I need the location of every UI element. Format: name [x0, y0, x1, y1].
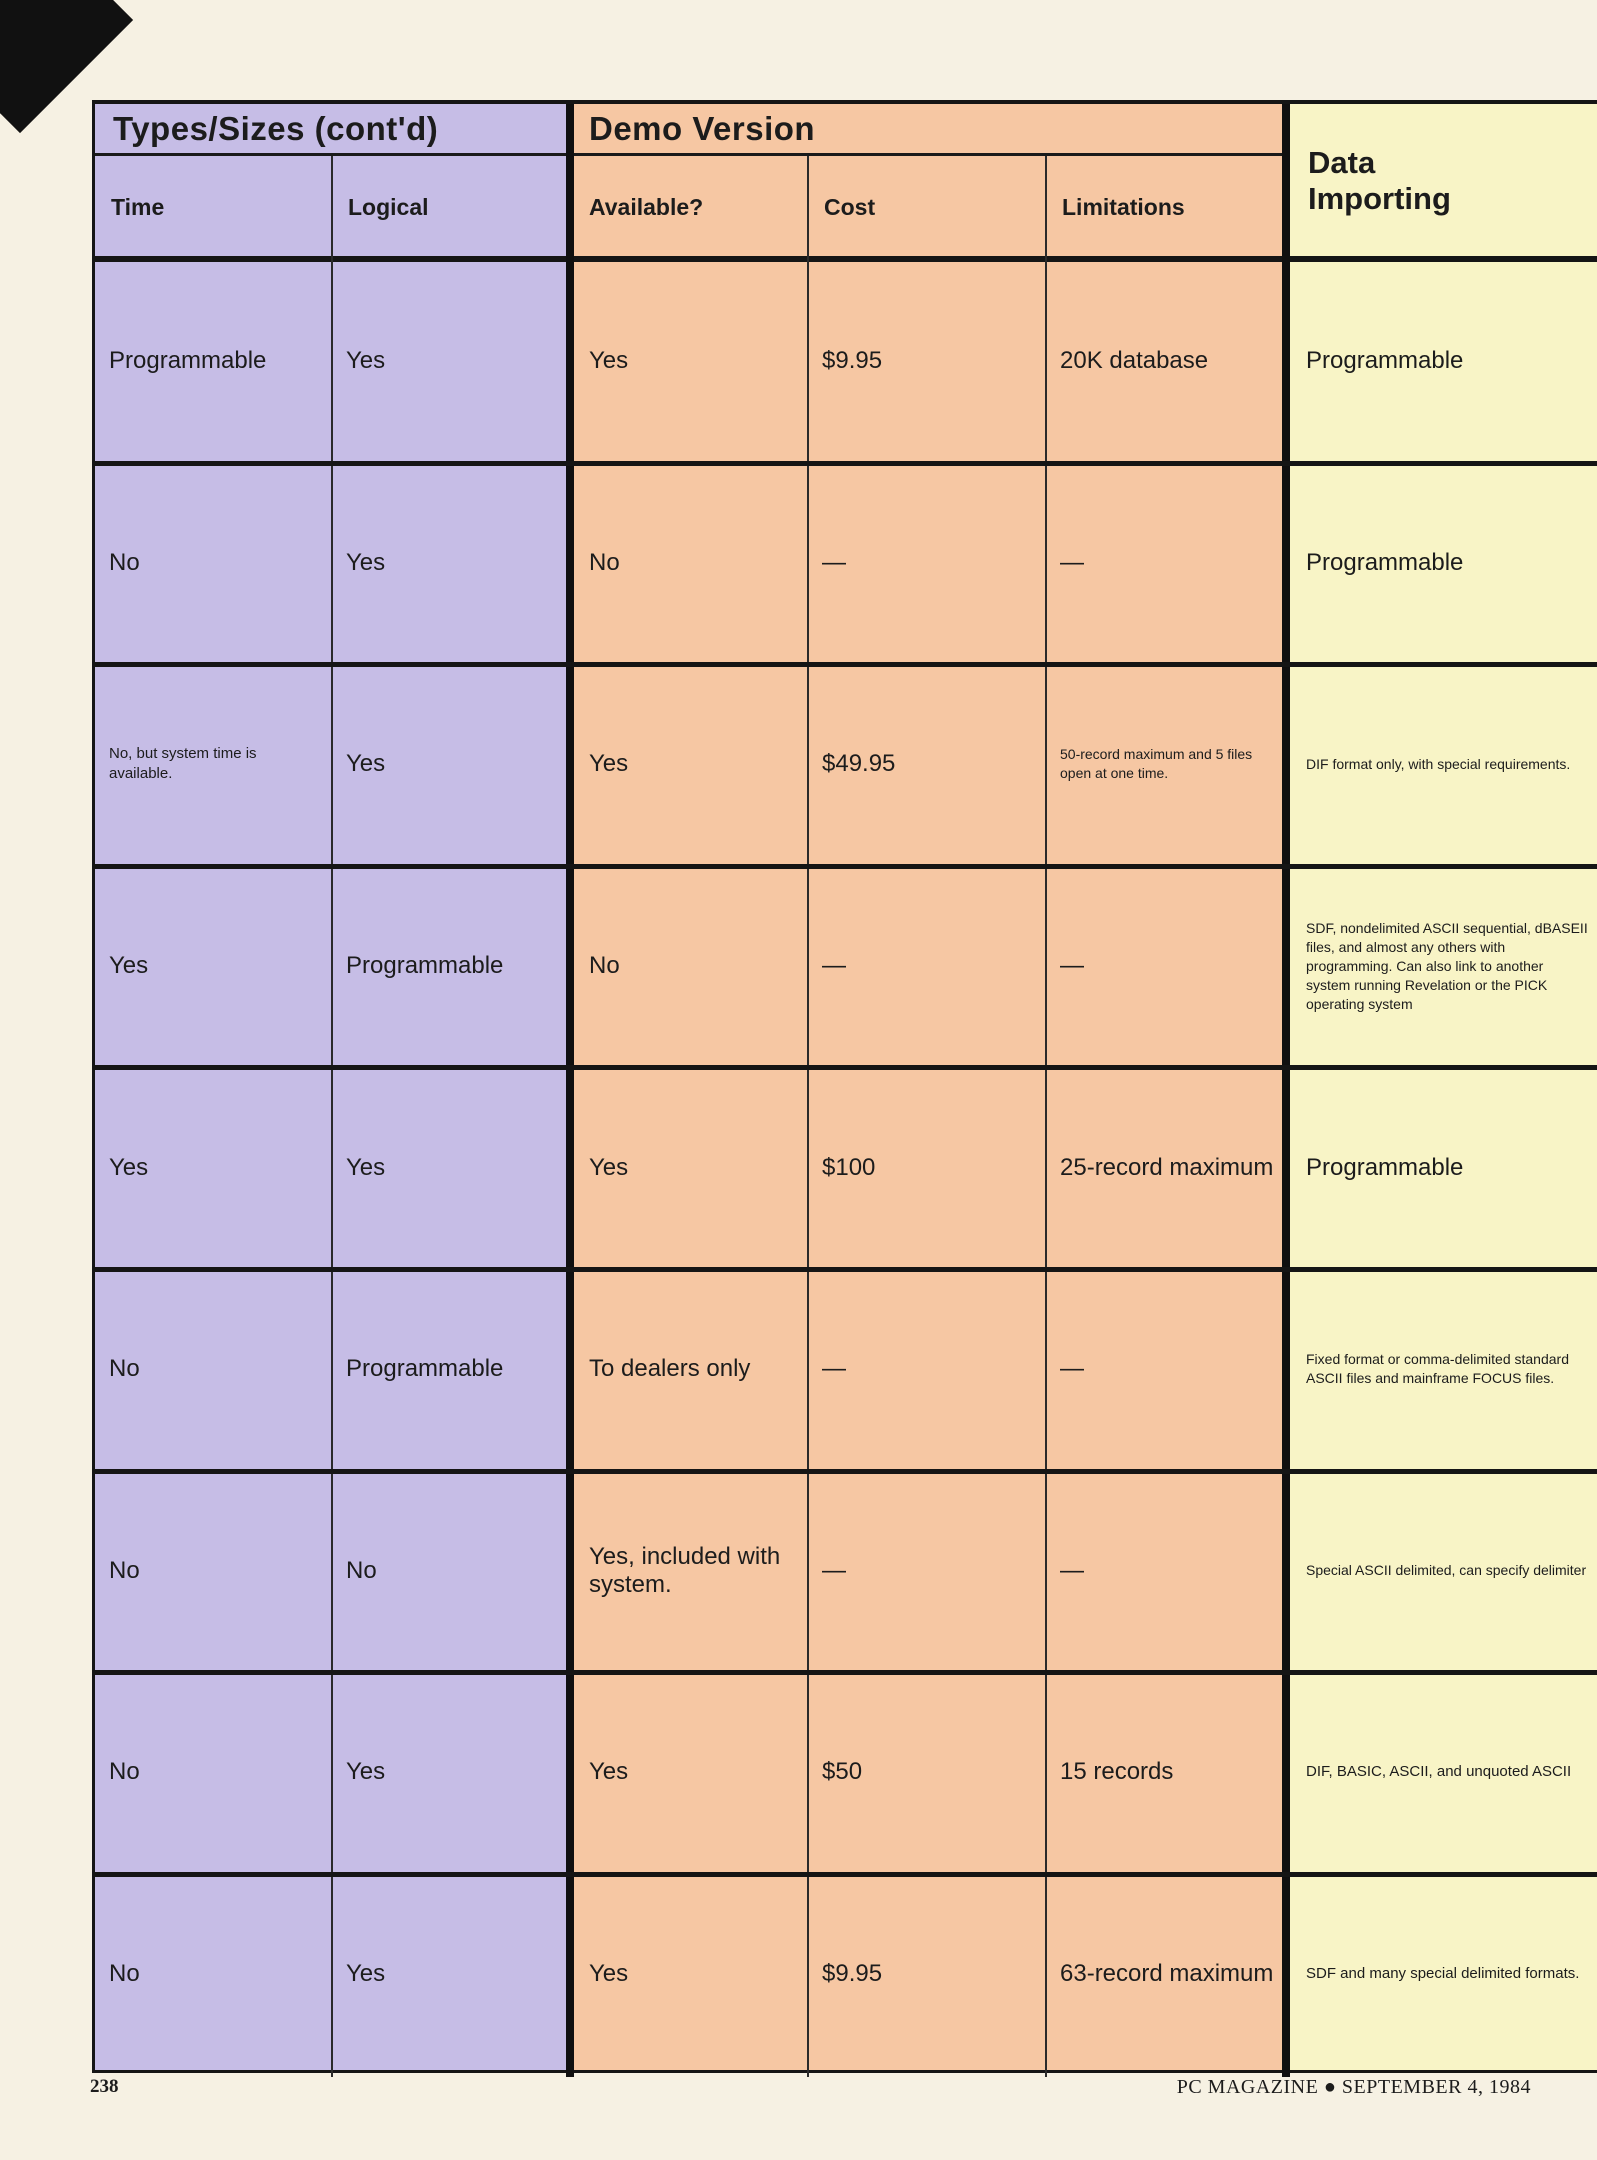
cell-available: Yes, included with system.: [589, 1542, 781, 1598]
column-header-cost: Cost: [824, 193, 876, 220]
cell-time: Yes: [109, 1153, 149, 1181]
comparison-table: [92, 100, 1597, 2073]
cell-data-importing: Special ASCII delimited, can specify delimiter: [1306, 1562, 1587, 1579]
types-sizes-header: Types/Sizes (cont'd): [95, 104, 569, 156]
cell-data-importing: Programmable: [1306, 548, 1464, 576]
cell-cost: —: [822, 1556, 846, 1584]
cell-time: No: [109, 548, 140, 576]
cell-logical: Yes: [346, 1153, 386, 1181]
cell-cost: —: [822, 1355, 846, 1383]
cell-data-importing: Programmable: [1306, 347, 1464, 375]
cell-limitations: —: [1060, 952, 1084, 980]
cell-logical: Yes: [346, 548, 386, 576]
cell-data-importing: Programmable: [1306, 1153, 1464, 1181]
cell-time: No: [109, 1556, 140, 1584]
cell-logical: Yes: [346, 750, 386, 778]
cell-available: To dealers only: [589, 1355, 751, 1383]
cell-available: No: [589, 952, 620, 980]
cell-available: Yes: [589, 1758, 629, 1786]
cell-available: No: [589, 548, 620, 576]
cell-time: Yes: [109, 952, 149, 980]
cell-time: No: [109, 1960, 140, 1988]
cell-data-importing: SDF and many special delimited formats.: [1306, 1965, 1580, 1983]
cell-logical: Yes: [346, 347, 386, 375]
publication-line: PC MAGAZINE ● SEPTEMBER 4, 1984: [1176, 2076, 1531, 2098]
cell-logical: Yes: [346, 1960, 386, 1988]
table-grid: [95, 104, 1597, 2077]
cell-time: No: [109, 1758, 140, 1786]
cell-cost: —: [822, 952, 846, 980]
cell-limitations: —: [1060, 1556, 1084, 1584]
cell-available: Yes: [589, 1960, 629, 1988]
column-header-logical: Logical: [348, 193, 429, 220]
cell-logical: Programmable: [346, 952, 504, 980]
cell-limitations: 63-record maximum: [1060, 1960, 1274, 1988]
cell-data-importing: Fixed format or comma-delimited standard ASCII files and mainframe FOCUS files.: [1306, 1351, 1569, 1387]
data-importing-header: [1286, 104, 1597, 258]
cell-limitations: —: [1060, 1355, 1084, 1383]
column-header-time: Time: [111, 193, 165, 220]
cell-logical: Programmable: [346, 1355, 504, 1383]
cell-cost: $50: [822, 1758, 863, 1786]
cell-time: No: [109, 1355, 140, 1383]
cell-data-importing: DIF, BASIC, ASCII, and unquoted ASCII: [1306, 1763, 1572, 1781]
column-header-available: Available?: [589, 193, 704, 220]
cell-logical: Yes: [346, 1758, 386, 1786]
cell-data-importing: DIF format only, with special requirements.: [1306, 755, 1571, 772]
cell-cost: $49.95: [822, 750, 896, 778]
cell-cost: $9.95: [822, 1960, 883, 1988]
page-number: 238: [90, 2076, 119, 2097]
cell-limitations: 50-record maximum and 5 files open at one time.: [1060, 746, 1253, 782]
cell-time: No, but system time is available.: [109, 745, 257, 783]
cell-cost: $9.95: [822, 347, 883, 375]
demo-version-header: Demo Version: [569, 104, 1286, 156]
cell-data-importing: SDF, nondelimited ASCII sequential, dBASEII files, and almost any others with programming. Can also link to another system running Revelation or the PICK operating system: [1306, 919, 1588, 1012]
cell-limitations: 25-record maximum: [1060, 1153, 1274, 1181]
cell-logical: No: [346, 1556, 377, 1584]
cell-limitations: —: [1060, 548, 1084, 576]
cell-cost: —: [822, 548, 846, 576]
cell-available: Yes: [589, 750, 629, 778]
cell-available: Yes: [589, 347, 629, 375]
data-importing-header-text: Data Importing: [1308, 145, 1451, 216]
cell-cost: $100: [822, 1153, 876, 1181]
cell-available: Yes: [589, 1153, 629, 1181]
cell-time: Programmable: [109, 347, 267, 375]
column-header-limitations: Limitations: [1062, 193, 1185, 220]
cell-limitations: 20K database: [1060, 347, 1209, 375]
cell-limitations: 15 records: [1060, 1758, 1174, 1786]
